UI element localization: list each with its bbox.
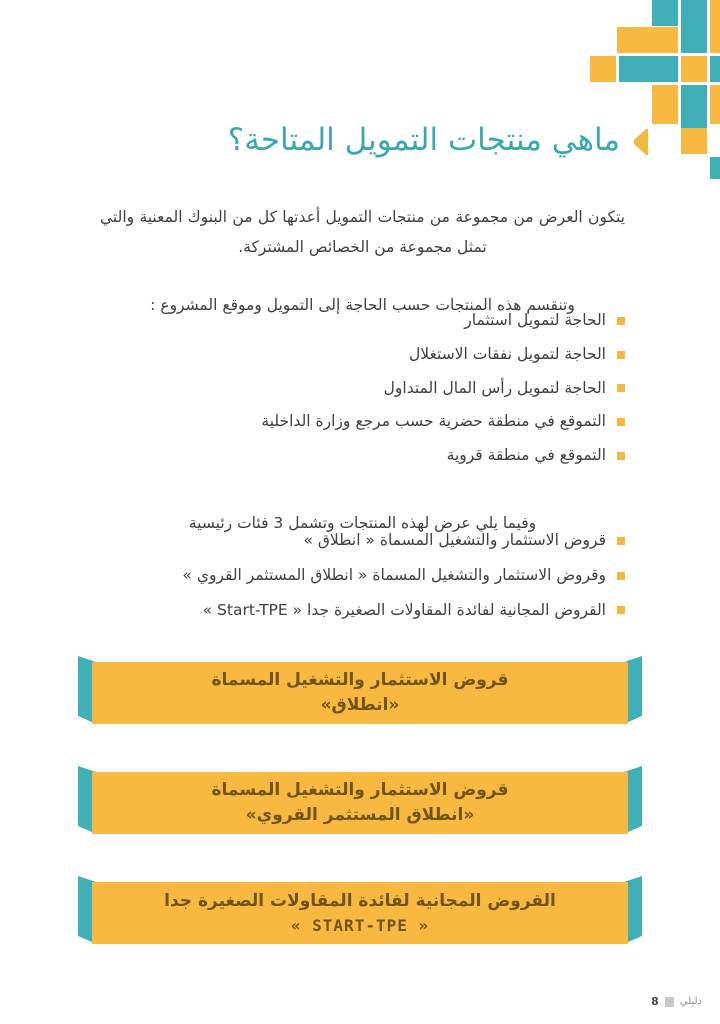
list-item <box>100 598 625 623</box>
mosaic-tile <box>617 27 678 53</box>
list-item <box>100 528 625 553</box>
banner-line-2: « START-TPE » <box>290 915 430 935</box>
mosaic-tile <box>590 56 616 82</box>
bullet-square-icon <box>617 351 625 359</box>
page-title: ماهي منتجات التمويل المتاحة؟ <box>227 121 620 158</box>
intro-paragraph: يتكون العرض من مجموعة من منتجات التمويل أعدتها كل من البنوك المعنية والتي تمثل مجموعة من الخصائص المشتركة. <box>100 207 625 256</box>
bullet-square-icon <box>617 452 625 460</box>
mosaic-tile <box>710 85 720 124</box>
list-item <box>100 376 625 401</box>
banner-line-1: قروض الاستثمار والتشغيل المسماة <box>211 670 509 691</box>
mosaic-tile <box>710 56 720 82</box>
categories-bullet-list <box>100 528 625 632</box>
banner-line-2: «انطلاق المستثمر القروي» <box>245 805 475 825</box>
banner-plate <box>92 882 628 944</box>
list-item <box>100 342 625 367</box>
list-item-label: قروض الاستثمار والتشغيل المسماة « انطلاق » <box>303 531 606 549</box>
mosaic-tile <box>681 56 707 82</box>
list-item-label: وقروض الاستثمار والتشغيل المسماة « انطلاق المستثمر القروي » <box>182 565 606 584</box>
list-item <box>100 443 625 468</box>
section-two-note: وفيما يلي عرض لهذه المنتجات وتشمل 3 فئات رئيسية <box>188 513 537 532</box>
mosaic-tile <box>710 157 720 179</box>
product-banner-intilaq-rural <box>78 766 642 834</box>
needs-bullet-list <box>100 308 625 477</box>
list-item-label: الحاجة لتمويل نفقات الاستغلال <box>409 344 606 363</box>
list-item <box>100 308 625 333</box>
banner-line-1: قروض الاستثمار والتشغيل المسماة <box>211 780 509 801</box>
banner-line-1: القروض المجانية لفائدة المقاولات الصغيرة جدا <box>164 891 556 912</box>
bullet-square-icon <box>617 384 625 392</box>
bullet-square-icon <box>617 317 625 325</box>
banner-line-2: «انطلاق» <box>320 695 400 715</box>
banner-plate <box>92 662 628 724</box>
list-item <box>100 563 625 588</box>
list-item <box>100 409 625 434</box>
list-item-label: الحاجة لتمويل استثمار <box>464 311 606 329</box>
product-banner-start-tpe <box>78 876 642 944</box>
page-footer <box>651 995 702 1008</box>
mosaic-tile <box>681 128 707 154</box>
bullet-square-icon <box>617 606 625 614</box>
mosaic-tile <box>652 85 678 124</box>
banner-plate <box>92 772 628 834</box>
mosaic-tile <box>681 85 707 154</box>
footer-label: دليلي <box>679 996 702 1007</box>
page-number: 8 <box>651 995 659 1008</box>
page-title-row <box>70 100 650 180</box>
mosaic-tile <box>619 56 678 82</box>
bullet-square-icon <box>617 572 625 580</box>
chevron-left-icon <box>630 127 650 157</box>
footer-marker-icon <box>665 997 674 1007</box>
product-banner-intilaq <box>78 656 642 724</box>
list-item-label: التموقع في منطقة قروية <box>446 446 606 465</box>
mosaic-tile <box>652 0 678 26</box>
divider-note: وتنقسم هذه المنتجات حسب الحاجة إلى التمويل وموقع المشروع : <box>150 295 575 314</box>
mosaic-tile <box>681 0 707 53</box>
list-item-label: الحاجة لتمويل رأس المال المتداول <box>383 378 606 397</box>
list-item-label: القروض المجانية لفائدة المقاولات الصغيرة جدا « Start-TPE » <box>202 600 606 619</box>
bullet-square-icon <box>617 418 625 426</box>
mosaic-tile <box>710 0 720 53</box>
bullet-square-icon <box>617 537 625 545</box>
list-item-label: التموقع في منطقة حضرية حسب مرجع وزارة الداخلية <box>261 412 606 431</box>
